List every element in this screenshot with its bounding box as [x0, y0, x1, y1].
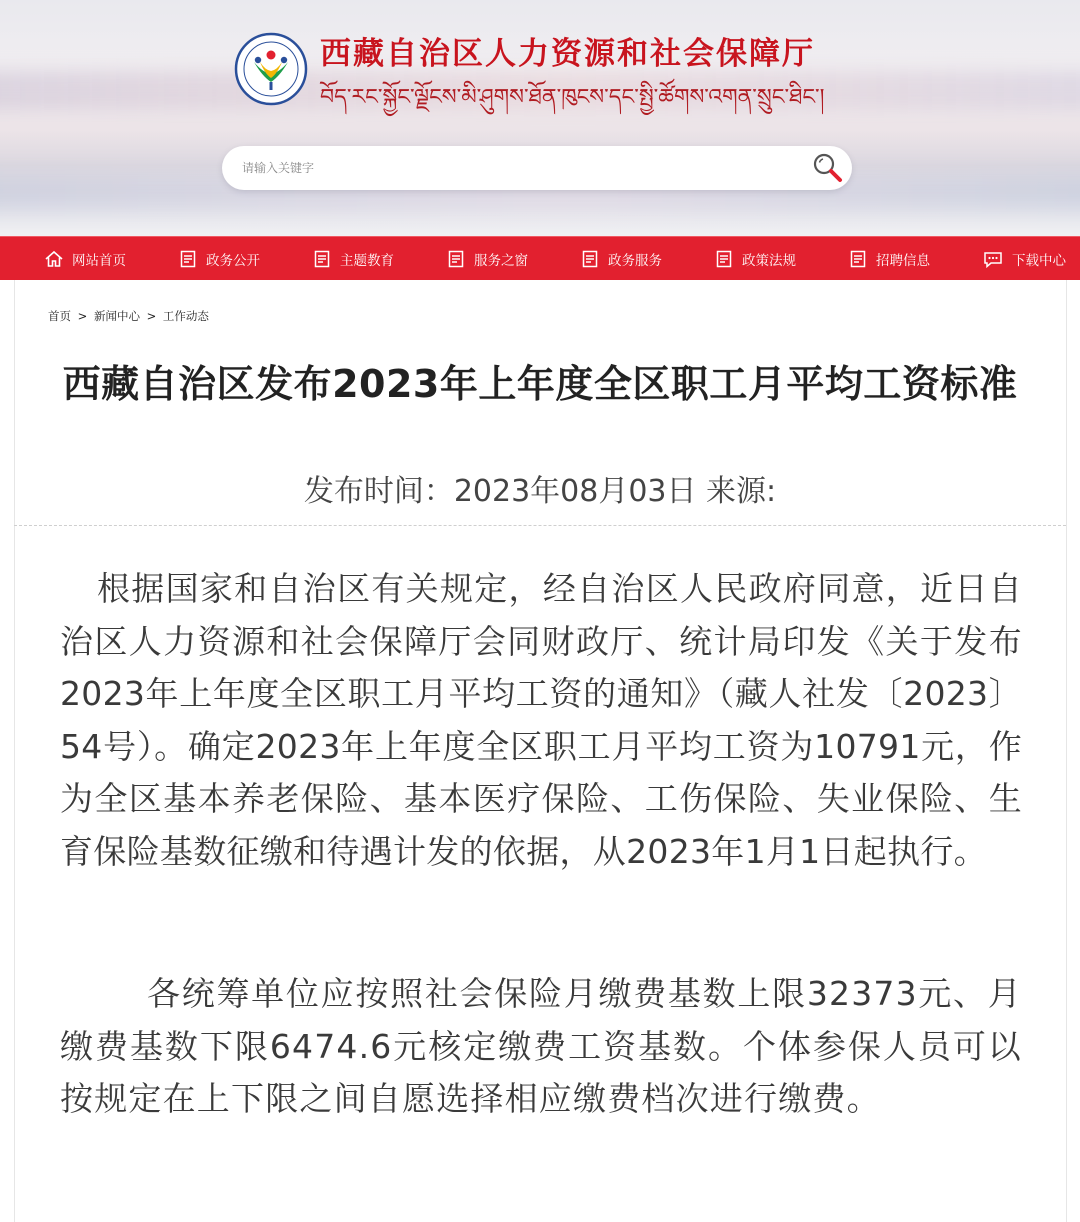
nav-item-policies[interactable] [714, 237, 796, 281]
nav-item-label: 主题教育 [340, 253, 394, 269]
nav-item-label: 政务公开 [206, 253, 260, 269]
breadcrumb-current[interactable]: 工作动态 [162, 309, 209, 323]
search-input[interactable] [242, 146, 802, 190]
breadcrumb [48, 308, 212, 324]
article-title: 西藏自治区发布2023年上年度全区职工月平均工资标准 [62, 362, 1018, 406]
nav-item-label: 服务之窗 [474, 253, 528, 269]
nav-item-label: 网站首页 [72, 253, 126, 269]
home-icon [44, 249, 64, 269]
site-title-tibetan: བོད་རང་སྐྱོང་ལྗོངས་མི་ཤུགས་ཐོན་ཁུངས་དང་སྤྱི་ཚོགས་འགན་སྲུང་ཐིང་། [320, 85, 825, 110]
document-icon [580, 249, 600, 269]
article-meta: 发布时间：2023年08月03日 来源: [303, 474, 777, 509]
nav-item-government-services[interactable] [580, 237, 662, 281]
breadcrumb-separator: > [146, 309, 157, 323]
document-icon [312, 249, 332, 269]
nav-item-theme-education[interactable] [312, 237, 394, 281]
breadcrumb-home[interactable]: 首页 [48, 309, 71, 323]
breadcrumb-separator: > [77, 309, 88, 323]
search-icon[interactable] [810, 150, 844, 184]
nav-item-recruitment[interactable] [848, 237, 930, 281]
breadcrumb-news-center[interactable]: 新闻中心 [93, 309, 140, 323]
nav-item-label: 政务服务 [608, 253, 662, 269]
document-icon [714, 249, 734, 269]
content-border-left [14, 280, 15, 1222]
document-icon [178, 249, 198, 269]
nav-item-label: 下载中心 [1012, 253, 1066, 269]
nav-item-open-government[interactable] [178, 237, 260, 281]
nav-item-home[interactable] [44, 237, 126, 281]
search-bar[interactable] [222, 146, 852, 190]
divider [14, 525, 1066, 526]
document-icon [848, 249, 868, 269]
content-border-right [1066, 280, 1067, 1222]
document-icon [446, 249, 466, 269]
nav-item-download-center[interactable] [982, 237, 1066, 281]
chat-icon [982, 249, 1004, 269]
nav-item-label: 招聘信息 [876, 253, 930, 269]
site-title: 西藏自治区人力资源和社会保障厅 [320, 36, 815, 72]
article-paragraph: 根据国家和自治区有关规定，经自治区人民政府同意，近日自治区人力资源和社会保障厅会同财政厅、统计局印发《关于发布2023年上年度全区职工月平均工资的通知》（藏人社发〔2023〕54号）。确定2023年上年度全区职工月平均工资为10791元，作为全区基本养老保险、基本医疗保险、工伤保险、失业保险、生育保险基数征缴和待遇计发的依据，从2023年1月1日起执行。 [60, 569, 1022, 871]
site-logo[interactable] [234, 32, 308, 106]
nav-item-label: 政策法规 [742, 253, 796, 269]
nav-item-service-window[interactable] [446, 237, 528, 281]
article-paragraph: 各统筹单位应按照社会保险月缴费基数上限32373元、月缴费基数下限6474.6元核定缴费工资基数。个体参保人员可以按规定在上下限之间自愿选择相应缴费档次进行缴费。 [60, 974, 1022, 1118]
main-nav [0, 236, 1080, 280]
